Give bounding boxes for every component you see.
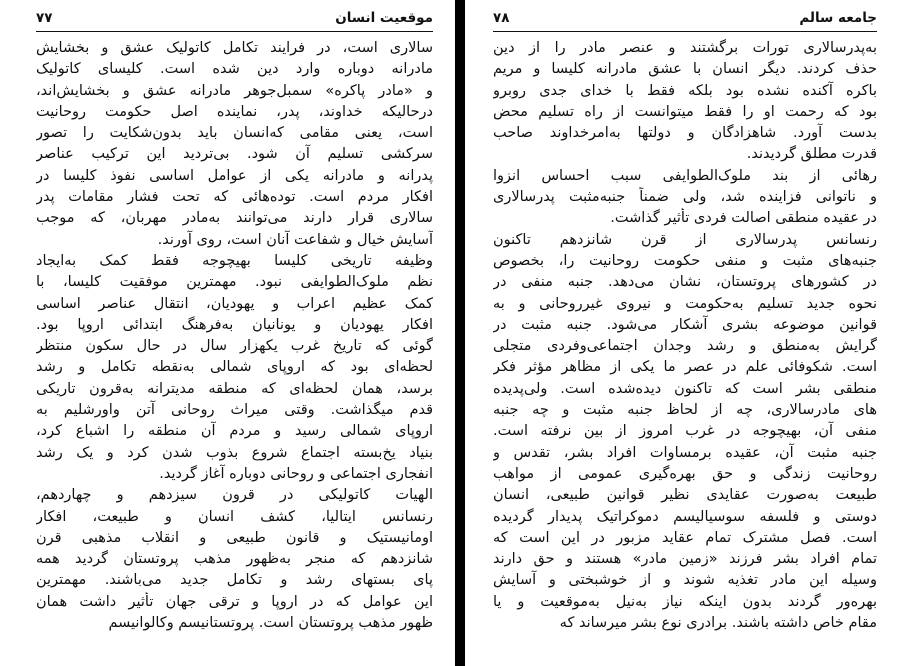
- paragraph: [493, 38, 877, 166]
- paragraph: [493, 166, 877, 230]
- left-page-body: [36, 38, 433, 634]
- text-line: شانزدهم که منجر به‌ظهور مذهب پروتستان گردید همه: [36, 551, 433, 568]
- text-line: آسایش خیال و شفاعت آنان است، روی آورند.: [157, 231, 433, 248]
- text-line: رهائی از بند ملوک‌الطوایفی سبب احساس انزوا: [493, 167, 877, 184]
- text-line: درحالیکه خداوند، پدر، نماینده اصل حکومت روحانیت: [36, 103, 433, 120]
- text-line: رنسانس پدرسالاری از قرن شانزدهم تاکنون: [493, 231, 877, 248]
- right-page-body: [493, 38, 877, 634]
- text-line: وسیله این مادر تغذیه شوند و از خوشبختی و آسایش: [493, 572, 877, 589]
- text-line: پدرانه و مادرانه یکی از عوامل اساسی نفوذ کلیسا در: [36, 167, 433, 184]
- text-line: است، یعنی مقامی که‌انسان باید بدون‌شکایت را تصور: [36, 125, 433, 142]
- right-header-rule: [493, 31, 877, 32]
- text-line: بهره‌ور گردند بدون اینکه نیاز به‌نیل به‌موقعیت و یا: [493, 593, 877, 610]
- text-line: است. شکوفائی علم در عصر ما یکی از مظاهر مؤثر فکر: [493, 359, 877, 376]
- text-line: افکار یهودیان و یونانیان به‌فرهنگ ابتدائی اروپا بود.: [36, 316, 433, 333]
- book-gutter: [455, 0, 465, 666]
- text-line: سالاری قرار دارند می‌توانند به‌مادر مهربان، که موجب: [36, 210, 433, 227]
- text-line: پای بستهای رشد و تکامل جدید می‌باشند. مهمترین: [36, 572, 433, 589]
- text-line: است. فصل مشترک تمام عقاید مزبور در این است که: [493, 529, 877, 546]
- text-line: طبیعت به‌صورت عقایدی نظیر قوانین طبیعی، انسان: [493, 487, 877, 504]
- text-line: نظم ملوک‌الطوایفی نبود. مهمترین موفقیت کلیسا، با: [36, 274, 433, 291]
- text-line: سرکشی تسلیم آن شود. بی‌تردید این ترکیب عناصر: [36, 146, 433, 163]
- text-line: باکره آکنده نشده بود بلکه فقط با خدای جدی روبرو: [493, 82, 877, 99]
- text-line: قدم میگذاشت. وقتی میراث روحانی آتن واورشلیم به: [36, 402, 433, 419]
- text-line: انفجاری اجتماعی و روحانی دوباره آغاز گردید.: [159, 465, 433, 482]
- text-line: گوئی که تاریخ غرب یکهزار سال در حال سکون منتظر: [36, 338, 433, 355]
- left-page-number: ۷۷: [36, 10, 53, 26]
- paragraph: [493, 230, 877, 635]
- text-line: تمام افراد بشر فرزند «زمین مادر» هستند و حق دارند: [493, 551, 877, 568]
- paragraph: [36, 38, 433, 251]
- text-line: رنسانس ایتالیا، کشف انسان و طبیعت، افکار: [36, 508, 433, 525]
- text-line: جنبه‌های مثبت و منفی حکومت روحانیت را، بخصوص: [493, 252, 877, 269]
- text-line: وظیفه تاریخی کلیسا بهیچوجه فقط کمک به‌ایجاد: [36, 252, 433, 269]
- text-line: قدرت مطلق گردیدند.: [746, 146, 877, 163]
- text-line: روحانیت زندگی و حق بهره‌گیری عمومی از مواهب: [493, 465, 877, 482]
- text-line: اومانیستیک و قانون طبیعی و انقلاب مذهبی قرن: [36, 529, 433, 546]
- left-header-rule: [36, 31, 433, 32]
- text-line: در کشورهای پروتستان، نشان می‌دهد. جنبه منفی در: [493, 274, 877, 291]
- text-line: مقام خاص داشته باشند. برادری نوع بشر میرساند که: [559, 615, 877, 632]
- paragraph: [36, 485, 433, 634]
- text-line: لحظه‌ای بود که اروپای شمالی به‌نقطه تکامل و رشد: [36, 359, 433, 376]
- text-line: قوانین موضوعه بشری آشکار می‌شود. جنبه مثبت در: [493, 316, 877, 333]
- text-line: دوستی و فلسفه سوسیالیسم دموکراتیک پدیدار گردیده: [493, 508, 877, 525]
- text-line: حذف کردند. دیگر انسان با عشق مادرانه کلیسا و مریم: [493, 61, 877, 78]
- text-line: بنیاد یخ‌بسته اجتماع شروع بذوب شدن کرد و یک رشد: [36, 444, 433, 461]
- text-line: منفی آن، بهیچوجه در غرب امروز از بین نرفته است.: [493, 423, 877, 440]
- text-line: مادرانه دوباره وارد دین شده است. کلیسای کاتولیک: [36, 61, 433, 78]
- text-line: افکار مردم است. توده‌هائی که تحت فشار مقامات پدر: [36, 189, 433, 206]
- text-line: گرایش به‌منطق و رشد وجدان اجتماعی‌وفردی متجلی: [493, 338, 877, 355]
- left-running-title: موقعیت انسان: [335, 10, 433, 26]
- text-line: بود که رحمت او را فقط میتوانست از راه تسلیم محض: [493, 103, 877, 120]
- text-line: بدست آورد. شاهزادگان و دولتها به‌امرخداوند صاحب: [493, 125, 877, 142]
- text-line: سالاری است، در فرایند تکامل کاتولیک عشق و بخشایش: [36, 40, 433, 56]
- text-line: در عقیده منطقی اصالت فردی تأثیر گذاشت.: [610, 210, 877, 227]
- left-page-header: [36, 6, 433, 30]
- text-line: الهیات کاتولیکی در قرون سیزدهم و چهاردهم،: [36, 487, 433, 504]
- text-line: این عوامل که در اروپا و ترقی جهان تأثیر داشت همان: [36, 593, 433, 610]
- text-line: منطقی بشر است که تاکنون دیده‌شده است. ولی‌پدیده‌: [493, 380, 877, 397]
- right-page: [465, 0, 907, 666]
- text-line: به‌پدرسالاری تورات برگشتند و عنصر مادر را از دین: [493, 40, 877, 56]
- text-line: های مادرسالاری، چه از لحاظ جنبه مثبت و چه جنبه: [493, 402, 877, 419]
- text-line: کمک عظیم اعراب و یهودیان، انتقال عناصر اساسی: [36, 295, 433, 312]
- text-line: ظهور مذهب پروتستان است. پروتستانیسم وکالوانیسم: [108, 615, 433, 632]
- text-line: جنبه مثبت آن، عقیده برمساوات افراد بشر، تقدس و: [493, 444, 877, 461]
- right-running-title: جامعه سالم: [799, 10, 877, 26]
- text-line: و ناتوانی فزاینده شد، ولی ضمناً جنبه‌مثبت پدرسالاری: [493, 189, 877, 206]
- text-line: اروپای شمالی رسید و مردم آن منطقه را اشباع کرد،: [36, 423, 433, 440]
- right-page-header: [493, 6, 877, 30]
- text-line: نحوه جدید تسلیم به‌حکومت و نیروی غیرروحانی و به: [493, 295, 877, 312]
- text-line: برسد، همان لحظه‌ای که منطقه مدیترانه به‌قرون تاریکی: [36, 380, 433, 397]
- text-line: و «مادر پاکره» سمبل‌جوهر مادرانه عشق و بخشایش‌اند،: [36, 82, 433, 99]
- paragraph: [36, 251, 433, 485]
- right-page-number: ۷۸: [493, 10, 510, 26]
